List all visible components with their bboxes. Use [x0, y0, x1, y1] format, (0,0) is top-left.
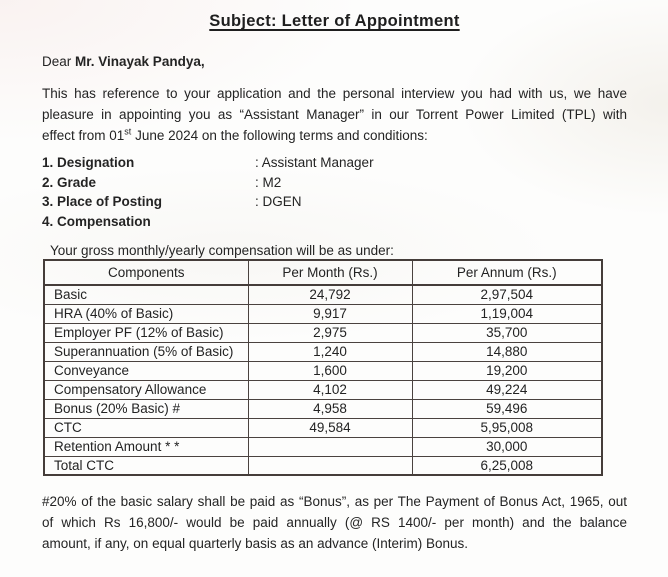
cell-per-month: 9,917 — [248, 304, 412, 323]
compensation-table — [43, 259, 603, 476]
intro-line-2: pleasure in appointing you as “Assistant Manager” in our Torrent Power Limited (TPL) with — [42, 107, 627, 122]
cell-component: CTC — [44, 418, 248, 437]
compensation-caption: Your gross monthly/yearly compensation will be as under: — [50, 243, 394, 258]
cell-component: HRA (40% of Basic) — [44, 304, 248, 323]
table-header-per-annum: Per Annum (Rs.) — [412, 260, 602, 285]
table-header-components: Components — [44, 260, 248, 285]
cell-per-month: 4,958 — [248, 399, 412, 418]
table-row-retention-amount — [44, 437, 602, 456]
cell-component: Superannuation (5% of Basic) — [44, 342, 248, 361]
cell-component: Retention Amount * * — [44, 437, 248, 456]
intro-line-3-post: June 2024 on the following terms and conditions: — [131, 128, 428, 143]
footnote-line-3: amount, if any, on equal quarterly basis as an advance (Interim) Bonus. — [42, 536, 468, 551]
cell-per-annum: 14,880 — [412, 342, 602, 361]
term-row-compensation — [42, 212, 627, 232]
ordinal-superscript: st — [124, 126, 132, 137]
cell-component: Compensatory Allowance — [44, 380, 248, 399]
cell-component: Employer PF (12% of Basic) — [44, 323, 248, 342]
table-header-row — [44, 260, 602, 285]
cell-component: Basic — [44, 285, 248, 304]
cell-per-annum: 19,200 — [412, 361, 602, 380]
table-row-basic — [44, 285, 602, 304]
term-label: 2. Grade — [42, 174, 97, 190]
recipient-name: Mr. Vinayak Pandya, — [75, 54, 205, 69]
table-row-bonus — [44, 399, 602, 418]
table-row-compensatory-allowance — [44, 380, 602, 399]
term-label: 1. Designation — [42, 155, 135, 170]
table-row-total-ctc — [44, 456, 602, 475]
intro-line-3 — [42, 125, 627, 146]
cell-per-annum: 49,224 — [412, 380, 602, 399]
bonus-footnote — [42, 491, 627, 554]
letter-subject-title: Subject: Letter of Appointment — [209, 12, 460, 30]
salutation — [42, 53, 627, 70]
table-row-conveyance — [44, 361, 602, 380]
term-value: : M2 — [255, 174, 282, 190]
term-row-grade — [42, 173, 627, 193]
cell-per-month: 2,975 — [248, 323, 412, 342]
table-row-hra — [44, 304, 602, 323]
cell-per-annum: 6,25,008 — [412, 456, 602, 475]
cell-per-annum: 1,19,004 — [412, 304, 602, 323]
cell-per-annum: 30,000 — [412, 437, 602, 456]
intro-line-3-pre: effect from 01 — [42, 128, 125, 143]
cell-per-annum: 35,700 — [412, 323, 602, 342]
cell-component: Bonus (20% Basic) # — [44, 399, 248, 418]
term-row-place-of-posting — [42, 192, 627, 212]
cell-per-month: 4,102 — [248, 380, 412, 399]
cell-per-month: 1,600 — [248, 361, 412, 380]
salutation-prefix: Dear — [42, 54, 76, 69]
cell-component: Total CTC — [44, 456, 248, 475]
term-label: 3. Place of Posting — [42, 194, 163, 209]
table-header-per-month: Per Month (Rs.) — [248, 260, 412, 285]
cell-per-month: 49,584 — [248, 418, 412, 437]
term-row-designation — [42, 153, 627, 173]
cell-per-annum: 59,496 — [412, 399, 602, 418]
cell-per-month: 24,792 — [248, 285, 412, 304]
intro-paragraph — [42, 83, 627, 146]
cell-component: Conveyance — [44, 361, 248, 380]
cell-per-month — [248, 437, 412, 456]
cell-per-annum: 2,97,504 — [412, 285, 602, 304]
table-row-superannuation — [44, 342, 602, 361]
footnote-line-2: of which Rs 16,800/- would be paid annually (@ RS 1400/- per month) and the balance — [42, 515, 627, 530]
cell-per-month — [248, 456, 412, 475]
term-value: : DGEN — [255, 194, 302, 209]
footnote-line-1: #20% of the basic salary shall be paid as “Bonus”, as per The Payment of Bonus Act, 1965, out — [42, 494, 627, 509]
cell-per-annum: 5,95,008 — [412, 418, 602, 437]
table-row-employer-pf — [44, 323, 602, 342]
term-label: 4. Compensation — [42, 213, 151, 229]
table-row-ctc — [44, 418, 602, 437]
term-value: : Assistant Manager — [255, 155, 374, 170]
terms-list — [42, 153, 627, 231]
intro-line-1: This has reference to your application and the personal interview you had with us, we have — [42, 86, 627, 101]
cell-per-month: 1,240 — [248, 342, 412, 361]
